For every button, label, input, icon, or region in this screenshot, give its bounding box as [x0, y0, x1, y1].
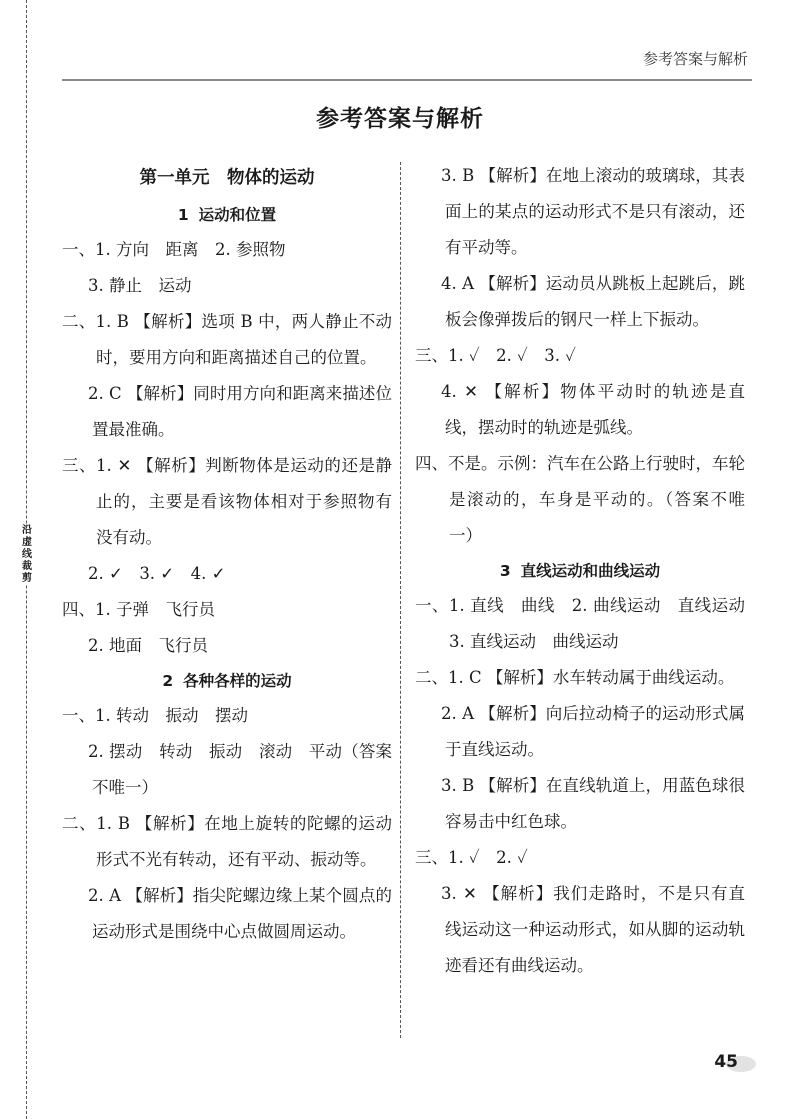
lesson-number: 3 [499, 562, 511, 580]
lesson-number: 2 [162, 672, 174, 690]
sub-answer: 4. A 【解析】运动员从跳板上起跳后，跳板会像弹拨后的钢尺一样上下振动。 [441, 274, 745, 329]
sub-answer: 2. A 【解析】指尖陀螺边缘上某个圆点的运动形式是围绕中心点做圆周运动。 [88, 886, 392, 941]
lesson-title [415, 554, 745, 588]
question-answer: 一、1. 直线 曲线 2. 曲线运动 直线运动 3. 直线运动 曲线运动 [415, 596, 762, 651]
lesson-title [62, 198, 392, 232]
page-number: 45 [714, 1052, 738, 1072]
question-answer: 二、1. B 【解析】在地上旋转的陀螺的运动形式不光有转动，还有平动、振动等。 [62, 814, 392, 869]
header-rule [62, 79, 752, 81]
unit-title: 第一单元 物体的运动 [139, 168, 315, 188]
sub-answer: 2. 摆动 转动 振动 滚动 平动（答案不唯一） [88, 742, 392, 797]
sub-answer: 2. 地面 飞行员 [88, 636, 208, 655]
question-answer: 二、1. B 【解析】选项 B 中，两人静止不动时，要用方向和距离描述自己的位置。 [62, 312, 392, 367]
question-answer: 四、不是。示例：汽车在公路上行驶时，车轮是滚动的，车身是平动的。（答案不唯一） [415, 454, 745, 545]
lesson-name: 运动和位置 [198, 206, 277, 224]
sub-answer: 2. A 【解析】向后拉动椅子的运动形式属于直线运动。 [441, 704, 745, 759]
question-answer: 四、1. 子弹 飞行员 [62, 600, 215, 619]
page-title: 参考答案与解析 [316, 106, 484, 132]
sub-answer: 3. B 【解析】在直线轨道上，用蓝色球很容易击中红色球。 [441, 776, 745, 831]
lesson-title [62, 664, 392, 698]
left-column [62, 158, 392, 950]
question-answer: 三、1. ✕ 【解析】判断物体是运动的还是静止的，主要是看该物体相对于参照物有没有动。 [62, 456, 392, 547]
lesson-name: 各种各样的运动 [183, 672, 292, 690]
question-answer: 一、1. 转动 振动 摆动 [62, 706, 248, 725]
lesson-number: 1 [177, 206, 189, 224]
sub-answer: 4. ✕ 【解析】物体平动时的轨迹是直线，摆动时的轨迹是弧线。 [441, 382, 745, 437]
cut-along-dashed-line-label: 沿虚线裁剪 [19, 525, 35, 585]
sub-answer: 2. ✓ 3. ✓ 4. ✓ [88, 564, 226, 583]
question-answer: 一、1. 方向 距离 2. 参照物 [62, 240, 286, 259]
sub-answer: 3. 静止 运动 [88, 276, 192, 295]
sub-answer: 3. B 【解析】在地上滚动的玻璃球，其表面上的某点的运动形式不是只有滚动，还有平动等。 [441, 166, 745, 257]
sub-answer: 2. C 【解析】同时用方向和距离来描述位置最准确。 [88, 384, 392, 439]
question-answer: 三、1. ✓ 2. ✓ [415, 848, 528, 867]
question-answer: 三、1. ✓ 2. ✓ 3. ✓ [415, 346, 576, 365]
question-answer: 二、1. C 【解析】水车转动属于曲线运动。 [415, 668, 735, 687]
lesson-name: 直线运动和曲线运动 [520, 562, 661, 580]
column-divider [400, 162, 401, 1038]
running-header: 参考答案与解析 [642, 50, 748, 68]
sub-answer: 3. ✕ 【解析】我们走路时，不是只有直线运动这一种运动形式，如从脚的运动轨迹看还有曲线运动。 [441, 884, 745, 975]
right-column [415, 158, 762, 984]
